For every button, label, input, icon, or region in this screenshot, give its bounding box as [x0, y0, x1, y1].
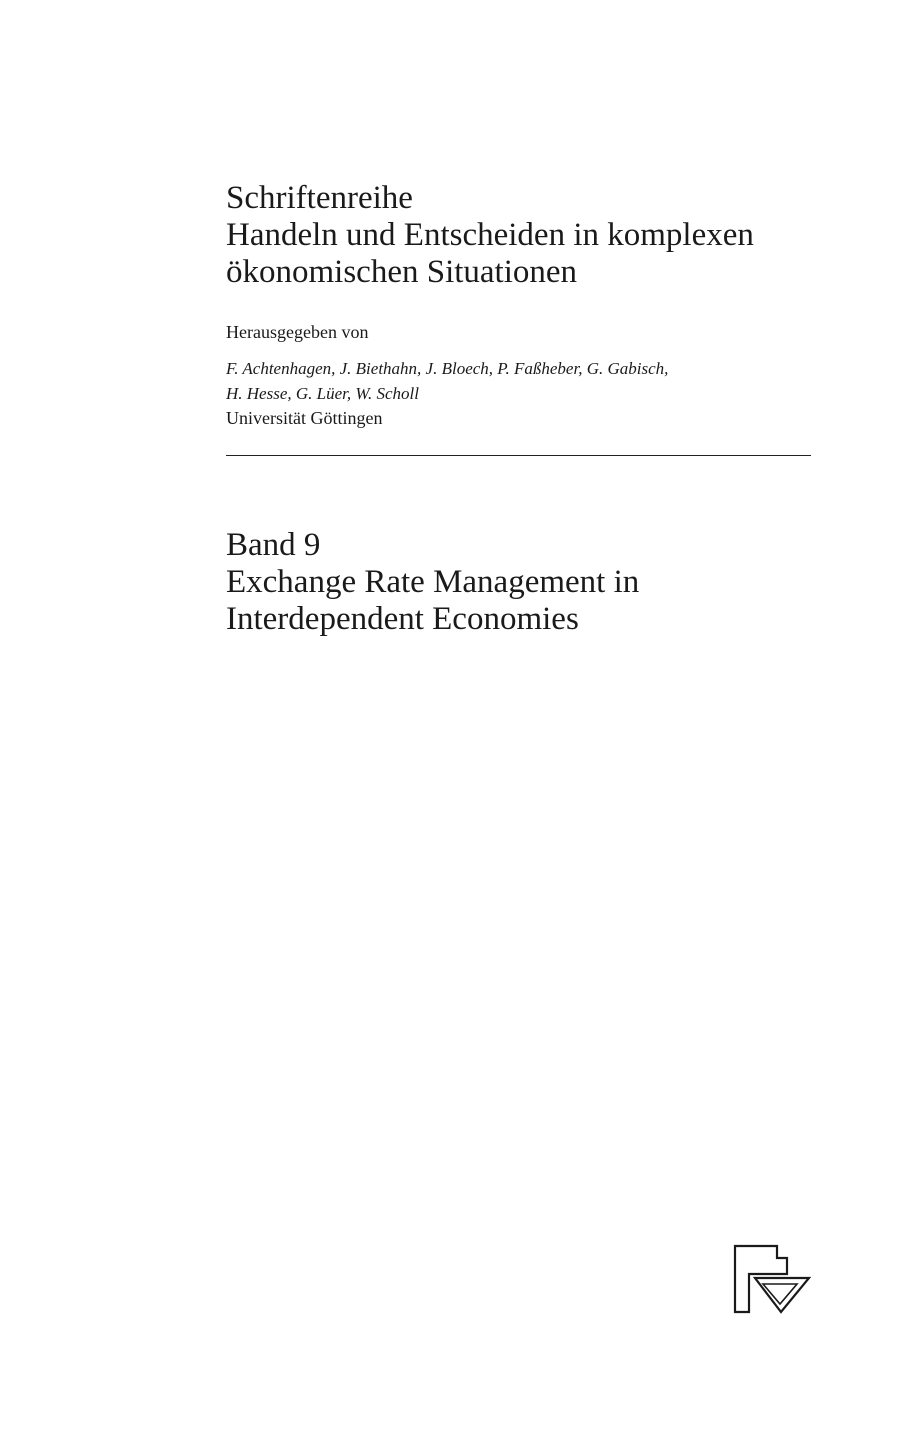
editor-names-line: F. Achtenhagen, J. Biethahn, J. Bloech, P. Faßheber, G. Gabisch, [226, 359, 669, 378]
editor-names-line: H. Hesse, G. Lüer, W. Scholl [226, 384, 419, 403]
volume-title-line: Exchange Rate Management in [226, 564, 640, 600]
series-title [226, 180, 826, 291]
editors-intro: Herausgegeben von [226, 322, 369, 342]
series-title-line: Handeln und Entscheiden in komplexen [226, 217, 754, 253]
volume-title-line: Interdependent Economies [226, 601, 579, 637]
volume-label: Band 9 [226, 527, 321, 563]
divider-rule [226, 455, 811, 456]
series-title-line: Schriftenreihe [226, 180, 413, 216]
publisher-pv-logo-icon [733, 1244, 811, 1314]
editor-institution: Universität Göttingen [226, 408, 383, 428]
series-title-line: ökonomischen Situationen [226, 254, 578, 290]
editors-list [226, 356, 826, 431]
volume-heading [226, 527, 826, 638]
